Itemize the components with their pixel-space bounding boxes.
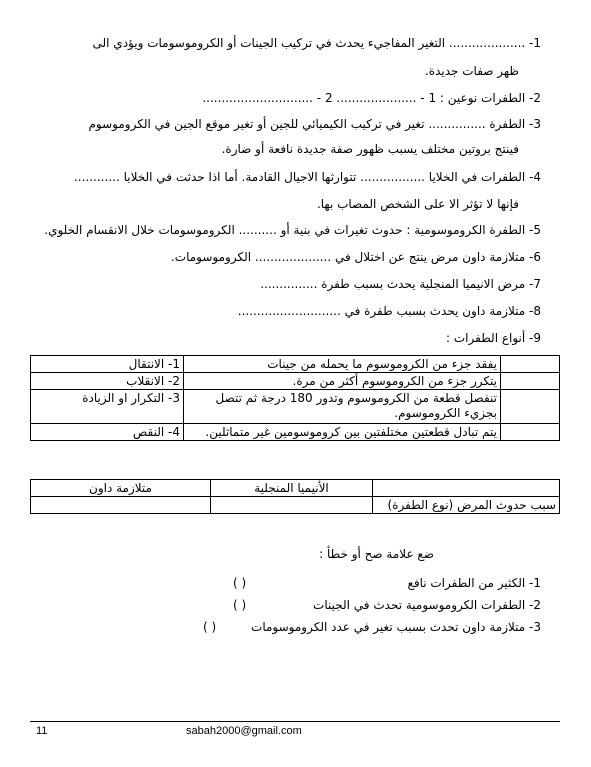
table-header-row [31, 480, 560, 497]
question-3-line-2: فينتج بروتين مختلف يسبب ظهور صفة جديدة نافعة أو ضارة. [221, 142, 519, 156]
truefalse-item-1: 1- الكثير من الطفرات نافع [407, 576, 541, 590]
type-cell: 3- التكرار او الزيادة [31, 390, 184, 424]
mutation-types-table [30, 355, 560, 441]
truefalse-answer-3[interactable]: ( ) [203, 620, 217, 634]
description-cell: يفقد جزء من الكروموسوم ما يحمله من جينات [184, 356, 501, 373]
header-down-syndrome: متلازمة داون [31, 480, 211, 497]
question-6: 6- متلازمة داون مرض ينتج عن اختلال في .................... الكروموسومات. [170, 250, 541, 264]
description-cell: تنفصل قطعة من الكروموسوم وتدور 180 درجة ثم تتصل بجزيء الكروموسوم. [184, 390, 501, 424]
question-4-line-1: 4- الطفرات في الخلايا ................. تتوارثها الاجيال القادمة. أما اذا حدثت في الخلايا ............ [73, 170, 541, 184]
question-4-line-2: فإنها لا تؤثر الا على الشخص المصاب بها. [316, 197, 519, 211]
truefalse-item-3: 3- متلازمة داون تحدث بسبب تغير في عدد الكروموسومات [251, 620, 541, 634]
truefalse-instruction: ضع علامة صح أو خطأ : [319, 547, 434, 561]
table-row [31, 373, 560, 390]
table-row [31, 390, 560, 424]
type-cell: 2- الانقلاب [31, 373, 184, 390]
truefalse-answer-1[interactable]: ( ) [233, 576, 247, 590]
type-cell: 4- النقص [31, 424, 184, 441]
page-number: 11 [36, 725, 48, 737]
footer-divider [30, 721, 560, 722]
answer-cell-down[interactable] [31, 497, 211, 514]
blank-cell[interactable] [501, 390, 560, 424]
question-9: 9- أنواع الطفرات : [446, 331, 541, 345]
type-cell: 1- الانتقال [31, 356, 184, 373]
question-8: 8- متلازمة داون يحدث بسبب طفرة في ........................... [237, 304, 541, 318]
description-cell: يتم تبادل قطعتين مختلفتين بين كروموسومين غير متماثلين. [184, 424, 501, 441]
disease-comparison-table [30, 479, 560, 514]
header-blank-cell [373, 480, 560, 497]
header-sickle-cell: الأنيميا المنجلية [211, 480, 373, 497]
question-1-line-2: ظهر صفات جديدة. [424, 64, 519, 78]
question-1-line-1: 1- .................... التغير المفاجيء يحدث في تركيب الجينات أو الكروموسومات ويؤدي الى [92, 36, 541, 50]
row-label-cell: سبب حدوث المرض (نوع الطفرة) [373, 497, 560, 514]
truefalse-item-2: 2- الطفرات الكروموسومية تحدث في الجينات [313, 598, 541, 612]
blank-cell[interactable] [501, 424, 560, 441]
question-7: 7- مرض الانيميا المنجلية يحدث بسبب طفرة ............... [260, 277, 541, 291]
truefalse-answer-2[interactable]: ( ) [233, 598, 247, 612]
question-2: 2- الطفرات نوعين : 1 - ..................... 2 - ............................. [202, 91, 541, 105]
blank-cell[interactable] [501, 356, 560, 373]
description-cell: يتكرر جزء من الكروموسوم أكثر من مرة. [184, 373, 501, 390]
question-3-line-1: 3- الطفرة ............... تغير في تركيب الكيميائي للجين أو تغير موقع الجين في الكروموسوم [88, 117, 541, 131]
table-row [31, 356, 560, 373]
table-row [31, 424, 560, 441]
blank-cell[interactable] [501, 373, 560, 390]
answer-cell-sickle[interactable] [211, 497, 373, 514]
author-email: sabah2000@gmail.com [186, 725, 302, 737]
question-5: 5- الطفرة الكروموسومية : حدوث تغيرات في بنية أو .......... الكروموسومات خلال الانقسام الخلوي. [44, 223, 541, 237]
table-row [31, 497, 560, 514]
